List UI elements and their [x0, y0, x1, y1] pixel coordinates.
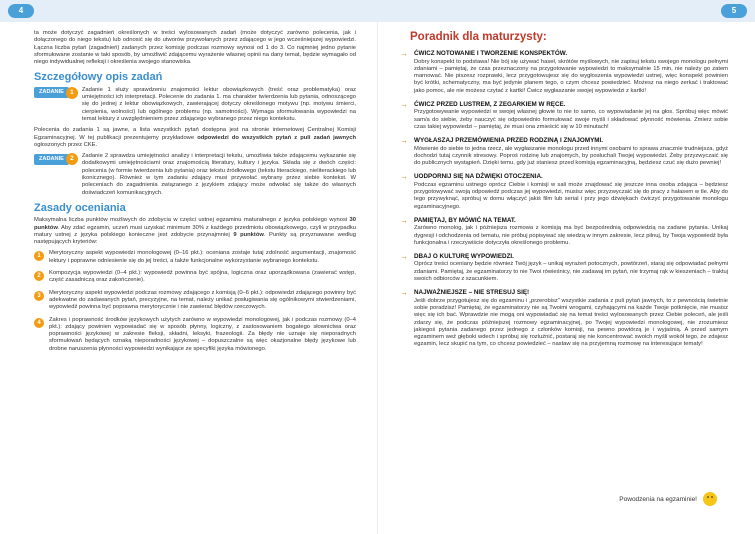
left-page [34, 30, 356, 526]
closing-text: Powodzenia na egzaminie! [619, 495, 697, 503]
task-label: ZADANIE [34, 154, 69, 165]
right-page-number: 5 [721, 4, 747, 18]
task-number: 1 [66, 87, 78, 99]
intro-paragraph: ta może dotyczyć zagadnień określonych w treści wylosowanych zadań (może dotyczyć zarówno polecenia, jak i dołączonego do niego tekstu) lub odnosić się do utworów przywołanych przez zdającego w jego wcześniejszej wypowiedzi. Łączna liczba pytań (zagadnień) zadanych przez komisję podczas rozmowy wynosi od 1 do 3. Co najmniej jedno pytanie sformułowane zostanie w taki sposób, by umożliwić zdającemu wyrażenie własnej opinii na dany temat, będzie wymagało od niego indywidualnej refleksji i określenia swojego stanowiska. [34, 30, 356, 66]
arrow-icon: → [400, 100, 408, 110]
scoring-paragraph: Maksymalna liczba punktów możliwych do zdobycia w części ustnej egzaminu maturalnego z języka polskiego wynosi 30 punktów. Aby zdać egzamin, uczeń musi uzyskać minimum 30% z każdego przedmiotu obowiązkowego, czyli w przypadku matury ustnej z języka polskiego konieczne jest zdobycie przynajmniej 9 punktów. Punkty są przyznawane według następujących kryteriów: [34, 217, 356, 246]
tip-item: → NAJWAŻNIEJSZE – NIE STRESUJ SIĘ! Jeśli dobrze przygotujesz się do egzaminu i „przerobisz” wszystkie zadania z puli pytań jawnych, to z pewnością świetnie sobie poradzisz! Pamiętaj, że egzaminatorzy nie są Twoimi wrogami, czyhającymi na każde Twoje potknięcie, nie musisz więc się ich bać. Wprawdzie nie mogą oni wypowiadać się na temat treści wylosowanych przez Ciebie poleceń, ale jeśli zdarzy się, że podczas późniejszej rozmowy egzaminacyjnej, po Twojej wypowiedzi monologowej, nie zrozumiesz jakiegoś pytania zadanego przez jednego z członków komisji, na pewno powtórzą je i wyjaśnią. A przed samym egzaminem weź głęboki wdech i spróbuj się rozluźnić, postaraj się nie koncentrować swoich myśli wokół tego, że zdajesz egzamin, lecz skupić na tym, co chcesz powiedzieć – nastaw się na przyjemną rozmowę na interesujące tematy! [400, 288, 728, 348]
left-page-number: 4 [8, 4, 34, 18]
task-2-block [34, 153, 356, 197]
section-title-scoring: Zasady oceniania [34, 201, 126, 214]
smiley-icon [703, 492, 717, 506]
task-1-note: Polecenia do zadania 1 są jawne, a lista wszystkich pytań dostępna jest na stronie internetowej Centralnej Komisji Egzaminacyjnej. W tej publikacji prezentujemy przykładowe odpowiedzi do wszystkich pytań z puli zadań jawnych ogłoszonych przez CKE. [34, 127, 356, 148]
task-label: ZADANIE [34, 87, 69, 98]
task-2-text: Zadanie 2 sprawdza umiejętności analizy i interpretacji tekstu, umożliwia także zdającemu wykazanie się dodatkowymi umiejętnościami oraz znajomością literatury, kultury i języka. Składa się z dwóch części: polecenia (w formie twierdzenia lub pytania) oraz tekstu źródłowego (tekstu literackiego, nieliterackiego lub ikonicznego). Również w tym zadaniu zdający musi przywołać wybrany przez siebie kontekst. W poleceniach do zagadnienia związanego z językiem zdający może odwołać się także do własnych doświadczeń komunikacyjnych. [81, 153, 356, 196]
task-2-badge [34, 153, 78, 165]
section-title-tasks: Szczegółowy opis zadań [34, 71, 163, 84]
guide-title: Poradnik dla maturzysty: [410, 31, 547, 43]
tip-item: → WYGŁASZAJ PRZEMÓWIENIA PRZED RODZINĄ I ZNAJOMYMI. Mówienie do siebie to jedna rzecz, ale wygłaszanie monologu przed innymi osobami to sprawa znacznie trudniejsza, gdyż dochodzi tutaj czynnik stresowy. Poproś rodzinę lub znajomych, by posłuchali Twojej wypowiedzi. Żeby przyzwyczaić się do publicznych wystąpień. Dzięki temu, gdy już staniesz przed komisją egzaminacyjną, będziesz czuć się dużo pewniej! [400, 136, 728, 167]
criterion-item: 3 Merytoryczny aspekt wypowiedzi podczas rozmowy zdającego z komisją (0–6 pkt.): odpowiedzi zdającego powinny być adekwatne do zadawanych pytań, precyzyjne, na temat, należy unikać posługiwania się ogólnikowymi stwierdzeniami, wypowiedź powinna być poprawna merytorycznie i nie zawierać błędów rzeczowych. [34, 290, 356, 312]
arrow-icon: → [400, 288, 408, 298]
criterion-item: 4 Zakres i poprawność środków językowych użytych zarówno w wypowiedzi monologowej, jak i podczas rozmowy (0–4 pkt.): zdający powinien wypowiadać się w sposób płynny, logiczny, z zastosowaniem bogatego słownictwa oraz poprawności językowej w zakresie fleksji, składni, leksyki, frazeologii. Za błędy nie uznaje się nieporadnych sformułowań będących oznaką nieporadności językowej – dopuszczalne są więc okazjonalne błędy językowe lub drobne naruszenia płynności wypowiedzi wynikające ze specyfiki języka mówionego. [34, 317, 356, 353]
tip-item: → ĆWICZ PRZED LUSTREM, Z ZEGARKIEM W RĘCE. Przygotowywanie wypowiedzi w swojej własnej głowie to nie to samo, co wypowiadanie jej na głos. Spróbuj więc mówić sam/a do siebie, żeby nauczyć się odpowiednio formułować swoje myśli i składować płynność mówienia. Zmierz sobie czas takiej wypowiedzi – pamiętaj, że musi ona zmieścić się w 10 minutach! [400, 100, 728, 130]
arrow-icon: → [400, 49, 408, 59]
tip-item: → DBAJ O KULTURĘ WYPOWIEDZI. Oprócz treści oceniany będzie również Twój język – unikaj wyrażeń potocznych, powtórzeń, staraj się odpowiadać pełnymi zdaniami. Pamiętaj, że egzaminatorzy to nie Twoi rówieśnicy, nie zadawaj im pytań, nie trzymaj rąk w kieszeniach – traktuj swoich odbiorców z szacunkiem. [400, 252, 728, 283]
arrow-icon: → [400, 252, 408, 262]
right-page [400, 30, 728, 526]
task-1-block [34, 87, 356, 123]
task-1-badge [34, 87, 78, 99]
page-gutter [377, 22, 378, 534]
criterion-item: 2 Kompozycja wypowiedzi (0–4 pkt.): wypowiedź powinna być spójna, logiczna oraz uporządkowana (zawierać wstęp, część zasadniczą oraz zakończenie). [34, 270, 356, 285]
criterion-item: 1 Merytoryczny aspekt wypowiedzi monologowej (0–16 pkt.): oceniana zostaje tutaj zdolność argumentacji, znajomość lektury i poprawne odniesienie się do jej treści, a także funkcjonalne wykorzystanie wybranego kontekstu. [34, 250, 356, 265]
closing-line [619, 492, 717, 506]
top-bar [0, 0, 755, 22]
tip-item: → UODPORNIJ SIĘ NA DŹWIĘKI OTOCZENIA. Podczas egzaminu ustnego oprócz Ciebie i komisji w sali może znajdować się jeszcze inna osoba zdająca – będziesz przygotowywać swoją odpowiedź podczas jej wypowiedzi, musisz więc przyzwyczaić się do pracy z hałasem w tle. Aby do tego przywyknąć, spróbuj w domu włączyć jakiś film lub serial i przy jego dźwiękach ćwiczyć przygotowanie monologu egzaminacyjnego. [400, 172, 728, 210]
tip-item: → PAMIĘTAJ, BY MÓWIĆ NA TEMAT. Zarówno monolog, jak i późniejsza rozmowa z komisją ma być bezpośrednią odpowiedzią na zadane pytania. Unikaj dygresji i odchodzenia od tematu, nie próbuj popisywać się wiedzą w innym zakresie, lecz pilnuj, by Twoja wypowiedź była funkcjonalna i rzeczywiście dotyczyła określonego problemu. [400, 215, 728, 246]
arrow-icon: → [400, 172, 408, 182]
arrow-icon: → [400, 215, 408, 225]
task-number: 2 [66, 153, 78, 165]
arrow-icon: → [400, 136, 408, 146]
tip-item: → ĆWICZ NOTOWANIE I TWORZENIE KONSPEKTÓW. Dobry konspekt to podstawa! Nie bój się używać haseł, skrótów myślowych, nie zapisuj tekstu swojego monologu pełnymi zdaniami – pamiętaj, że czas przeznaczony na przygotowanie wypowiedzi to maksymalnie 15 min, nie należy go zatem marnować. Nie piszesz rozprawki, lecz przygotowujesz się do wygłoszenia wypowiedzi ustnej, więc konspekt powinien być krótki, schematyczny, ma być jedynie planem tego, o czym chcesz powiedzieć. Możesz na niego zerkać i traktować jako pomoc, ale nie możesz czytać z kartki! Ćwicz wygłaszanie swojej wypowiedzi z kartki! [400, 49, 728, 94]
task-1-text: Zadanie 1 służy sprawdzeniu znajomości lektur obowiązkowych (treść oraz problematyka) oraz umiejętności ich interpretacji. Polecenie do zadania 1. ma charakter twierdzenia lub pytania, odnoszącego się do jednej z lektur obowiązkowych, zawierającej dotyczy określonego motywu (np. motywu śmierci, cierpienia, wolności) lub ogólnego problemu (np. samotności). Wymaga sformułowania wypowiedzi na temat lektury z uwzględnieniem przez zdającego wybranego przez niego kontekstu. [81, 86, 356, 122]
